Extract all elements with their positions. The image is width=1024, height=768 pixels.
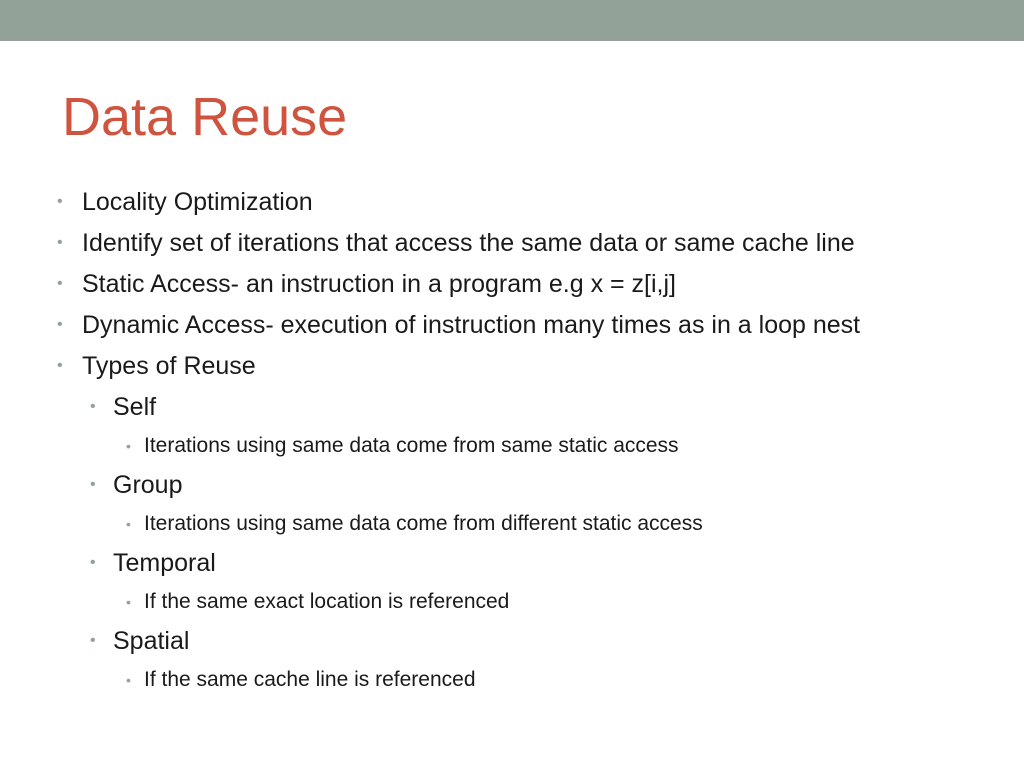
bullet-text: Types of Reuse	[82, 351, 256, 380]
detail-bullet-spatial	[126, 665, 476, 695]
detail-bullet-temporal	[126, 587, 509, 617]
bullet-icon: •	[57, 316, 63, 333]
bullet-text: Identify set of iterations that access the same data or same cache line	[82, 228, 855, 257]
bullet-icon: •	[90, 398, 96, 415]
sub-bullet-label: Temporal	[113, 548, 216, 577]
bullet-icon: •	[126, 594, 131, 610]
sub-bullet-temporal	[90, 545, 216, 581]
sub-bullet-label: Self	[113, 392, 157, 421]
bullet-icon: •	[126, 672, 131, 688]
bullet-item-types-of-reuse	[57, 348, 256, 384]
sub-bullet-label: Spatial	[113, 626, 190, 655]
sub-bullet-group	[90, 467, 182, 503]
bullet-item-static-access	[57, 266, 676, 302]
bullet-icon: •	[90, 476, 96, 493]
sub-bullet-self	[90, 389, 156, 425]
detail-text: If the same cache line is referenced	[144, 668, 476, 691]
bullet-icon: •	[57, 357, 63, 374]
detail-bullet-group	[126, 509, 703, 539]
detail-text: Iterations using same data come from different static access	[144, 512, 703, 535]
bullet-item-locality-optimization	[57, 184, 313, 220]
detail-text: Iterations using same data come from same static access	[144, 434, 679, 457]
bullet-icon: •	[90, 554, 96, 571]
bullet-icon: •	[90, 632, 96, 649]
sub-bullet-spatial	[90, 623, 189, 659]
bullet-text: Static Access- an instruction in a program e.g x = z[i,j]	[82, 269, 677, 298]
bullet-icon: •	[126, 516, 131, 532]
bullet-icon: •	[57, 234, 63, 251]
bullet-item-dynamic-access	[57, 307, 860, 343]
bullet-icon: •	[57, 193, 63, 210]
bullet-icon: •	[57, 275, 63, 292]
detail-text: If the same exact location is referenced	[144, 590, 510, 613]
slide-title: Data Reuse	[62, 87, 348, 147]
detail-bullet-self	[126, 431, 679, 461]
bullet-text: Dynamic Access- execution of instruction many times as in a loop nest	[82, 310, 861, 339]
sub-bullet-label: Group	[113, 470, 183, 499]
bullet-icon: •	[126, 438, 131, 454]
bullet-item-identify-iterations	[57, 225, 855, 261]
bullet-text: Locality Optimization	[82, 187, 313, 216]
